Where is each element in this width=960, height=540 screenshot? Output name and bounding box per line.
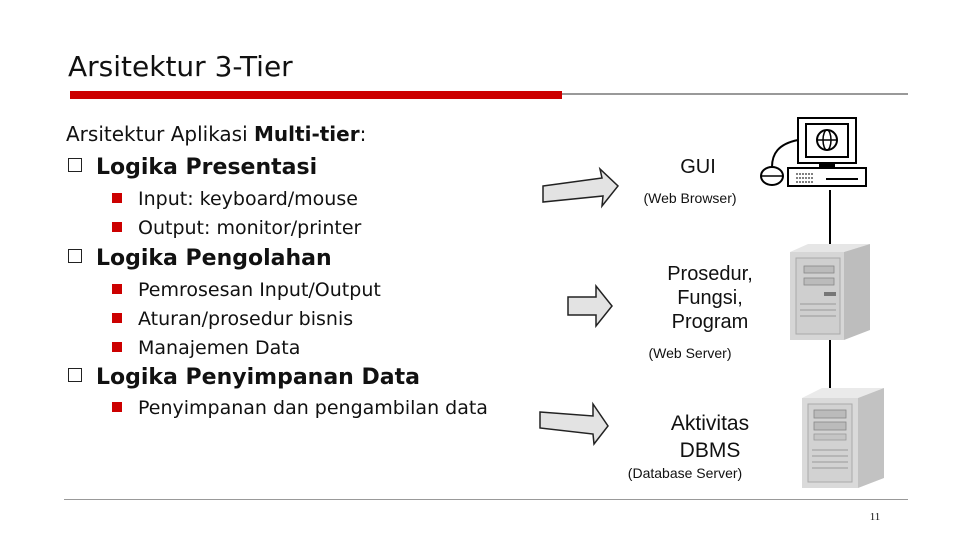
arrow-icon: [566, 283, 614, 329]
list-item: [112, 397, 488, 419]
tier-logic-line: Fungsi,: [677, 287, 743, 309]
arrow-icon: [538, 400, 610, 448]
tier-logic-line: Prosedur,: [667, 263, 753, 285]
tier-data-label: [640, 410, 780, 464]
footer-rule: [64, 499, 908, 500]
section-heading-label: Logika Pengolahan: [96, 246, 332, 271]
section-heading-pengolahan: [68, 246, 332, 271]
tier-logic-line: Program: [671, 311, 749, 333]
list-item-label: Aturan/prosedur bisnis: [138, 308, 354, 330]
list-item: [112, 188, 358, 210]
arrow-icon: [540, 166, 620, 212]
subtitle: [66, 122, 366, 146]
hollow-bullet-icon: [68, 249, 82, 263]
tier-gui-label: GUI: [680, 156, 716, 178]
red-bullet-icon: [112, 402, 122, 412]
tier-logic-label: [640, 262, 780, 334]
red-bullet-icon: [112, 193, 122, 203]
list-item-label: Penyimpanan dan pengambilan data: [138, 397, 488, 419]
hollow-bullet-icon: [68, 368, 82, 382]
red-bullet-icon: [112, 284, 122, 294]
subtitle-bold: Multi-tier: [254, 122, 360, 146]
page-number: 11: [869, 511, 881, 523]
slide-title: Arsitektur 3-Tier: [68, 50, 293, 83]
server-tower-icon: [786, 244, 878, 342]
database-server-icon: [796, 388, 896, 490]
title-underline-grey: [562, 93, 908, 95]
red-bullet-icon: [112, 342, 122, 352]
computer-monitor-icon: [756, 114, 870, 194]
list-item-label: Input: keyboard/mouse: [138, 188, 358, 210]
red-bullet-icon: [112, 222, 122, 232]
red-bullet-icon: [112, 313, 122, 323]
section-heading-presentasi: [68, 155, 317, 180]
section-heading-label: Logika Penyimpanan Data: [96, 365, 420, 390]
list-item-label: Manajemen Data: [138, 337, 301, 359]
list-item: [112, 308, 353, 330]
section-heading-label: Logika Presentasi: [96, 155, 318, 180]
list-item: [112, 217, 361, 239]
hollow-bullet-icon: [68, 158, 82, 172]
tier-data-line: DBMS: [679, 439, 741, 462]
list-item: [112, 337, 300, 359]
tier-gui-sublabel: (Web Browser): [643, 190, 737, 206]
tier-logic-sublabel: (Web Server): [648, 345, 732, 361]
list-item-label: Output: monitor/printer: [138, 217, 362, 239]
list-item-label: Pemrosesan Input/Output: [138, 279, 381, 301]
list-item: [112, 279, 381, 301]
subtitle-prefix: Arsitektur Aplikasi: [66, 122, 255, 146]
tier-data-line: Aktivitas: [670, 412, 750, 435]
tier-data-sublabel: (Database Server): [627, 465, 743, 481]
subtitle-suffix: :: [359, 122, 367, 146]
title-underline-red: [70, 91, 562, 99]
section-heading-penyimpanan: [68, 365, 420, 390]
